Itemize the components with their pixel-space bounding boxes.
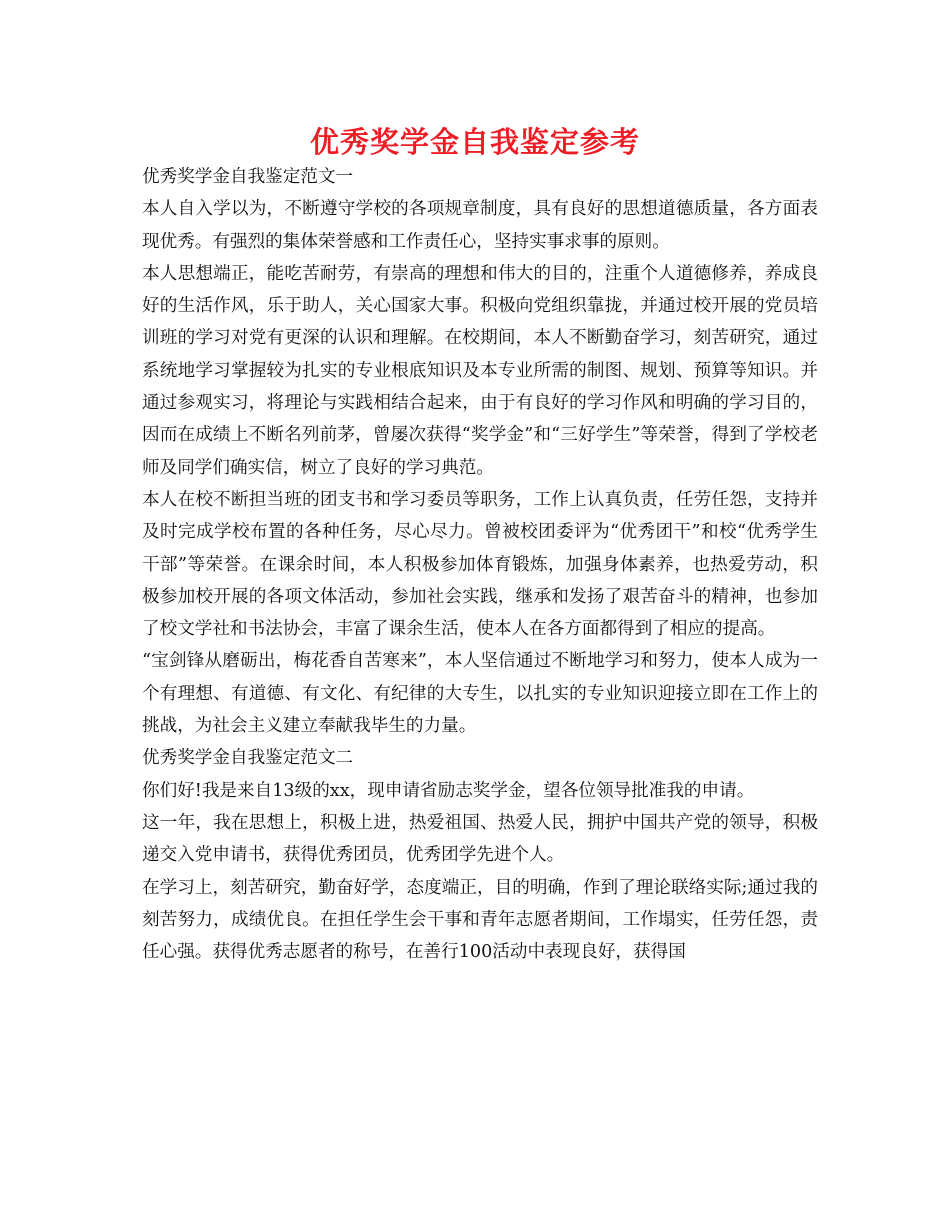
document-title: 优秀奖学金自我鉴定参考 (309, 125, 640, 159)
paragraph: “宝剑锋从磨砺出，梅花香自苦寒来”，本人坚信通过不断地学习和努力，使本人成为一个有理想、有道德、有文化、有纪律的大专生，以扎实的专业知识迎接立即在工作上的挑战，为社会主义建立奉献我毕生的力量。 (142, 651, 818, 737)
document-body (142, 161, 818, 968)
section-heading-1: 优秀奖学金自我鉴定范文一 (142, 167, 354, 187)
paragraph: 这一年，我在思想上，积极上进，热爱祖国、热爱人民，拥护中国共产党的领导，积极递交入党申请书，获得优秀团员，优秀团学先进个人。 (142, 812, 818, 866)
paragraph: 在学习上，刻苦研究，勤奋好学，态度端正，目的明确，作到了理论联络实际;通过我的刻苦努力，成绩优良。在担任学生会干事和青年志愿者期间，工作塌实，任劳任怨，责任心强。获得优秀志愿者的称号，在善行100活动中表现良好，获得国 (142, 877, 818, 963)
paragraph: 你们好!我是来自13级的xx，现申请省励志奖学金，望各位领导批准我的申请。 (142, 780, 755, 801)
paragraph: 本人思想端正，能吃苦耐劳，有崇高的理想和伟大的目的，注重个人道德修养，养成良好的生活作风，乐于助人，关心国家大事。积极向党组织靠拢，并通过校开展的党员培训班的学习对党有更深的认识和理解。在校期间，本人不断勤奋学习，刻苦研究，通过系统地学习掌握较为扎实的专业根底知识及本专业所需的制图、规划、预算等知识。并通过参观实习，将理论与实践相结合起来，由于有良好的学习作风和明确的学习目的，因而在成绩上不断名列前茅，曾屡次获得“奖学金”和“三好学生”等荣誉，得到了学校老师及同学们确实信，树立了良好的学习典范。 (142, 263, 818, 478)
paragraph: 本人自入学以为，不断遵守学校的各项规章制度，具有良好的思想道德质量，各方面表现优秀。有强烈的集体荣誉感和工作责任心，坚持实事求事的原则。 (142, 199, 818, 252)
paragraph: 本人在校不断担当班的团支书和学习委员等职务，工作上认真负责，任劳任怨，支持并及时完成学校布置的各种任务，尽心尽力。曾被校团委评为“优秀团干”和校“优秀学生干部”等荣誉。在课余时间，本人积极参加体育锻炼，加强身体素养，也热爱劳动，积极参加校开展的各项文体活动，参加社会实践，继承和发扬了艰苦奋斗的精神，也参加了校文学社和书法协会，丰富了课余生活，使本人在各方面都得到了相应的提高。 (142, 489, 818, 640)
section-heading-2: 优秀奖学金自我鉴定范文二 (142, 748, 354, 769)
